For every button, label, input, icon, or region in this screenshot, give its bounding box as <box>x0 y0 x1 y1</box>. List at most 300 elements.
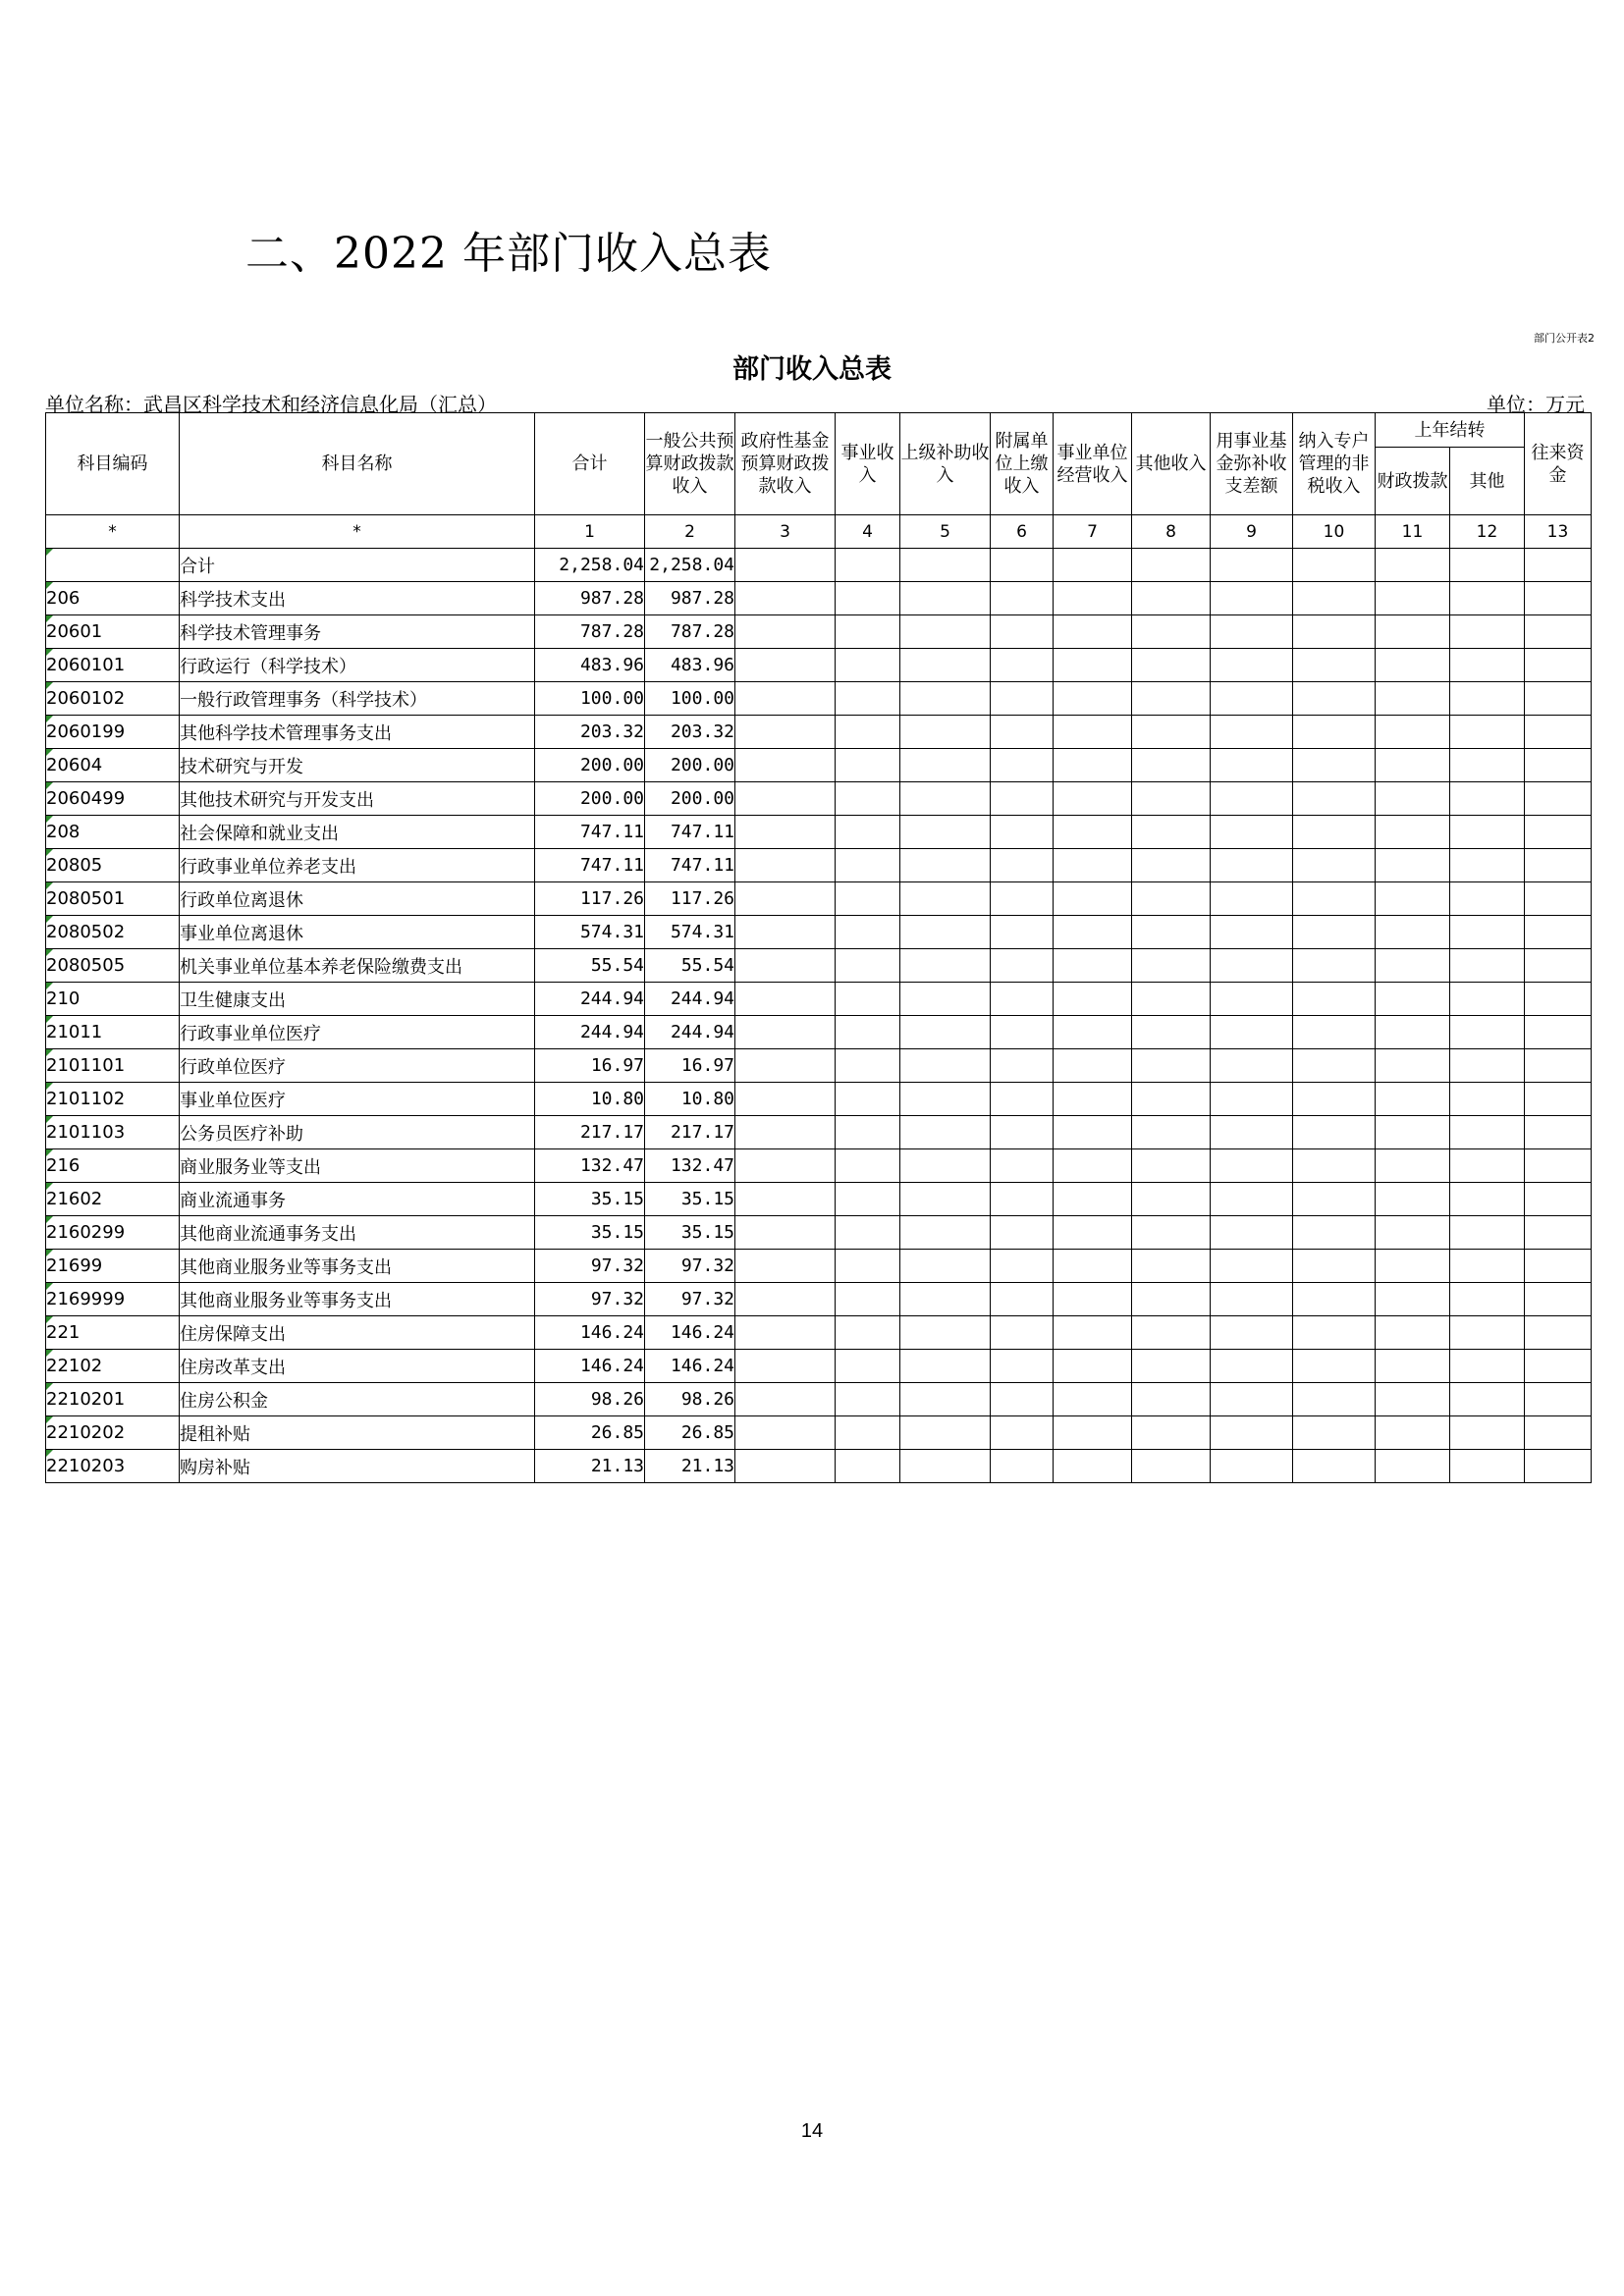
row-empty-cell <box>836 1016 900 1049</box>
row-empty-cell <box>1132 1450 1211 1483</box>
row-name: 行政单位离退休 <box>180 882 535 916</box>
row-code: 20604 <box>46 749 180 782</box>
row-empty-cell <box>1132 916 1211 949</box>
row-general-budget: 55.54 <box>645 949 735 983</box>
row-empty-cell <box>1376 1383 1450 1416</box>
row-empty-cell <box>900 949 991 983</box>
row-empty-cell <box>900 1416 991 1450</box>
row-total: 55.54 <box>535 949 645 983</box>
row-empty-cell <box>1211 816 1293 849</box>
row-code: 2210201 <box>46 1383 180 1416</box>
row-empty-cell <box>991 816 1054 849</box>
row-empty-cell <box>1376 1216 1450 1250</box>
row-empty-cell <box>991 916 1054 949</box>
currency-unit: 单位：万元 <box>1487 393 1585 416</box>
row-empty-cell <box>1525 983 1592 1016</box>
row-general-budget: 200.00 <box>645 782 735 816</box>
row-general-budget: 132.47 <box>645 1149 735 1183</box>
row-code <box>46 549 180 582</box>
row-name: 其他技术研究与开发支出 <box>180 782 535 816</box>
row-general-budget: 747.11 <box>645 849 735 882</box>
row-empty-cell <box>1211 882 1293 916</box>
row-name: 行政事业单位医疗 <box>180 1016 535 1049</box>
row-empty-cell <box>900 615 991 649</box>
row-empty-cell <box>1450 1316 1525 1350</box>
row-name: 社会保障和就业支出 <box>180 816 535 849</box>
row-general-budget: 35.15 <box>645 1183 735 1216</box>
table-row <box>46 916 1592 949</box>
income-summary-table <box>45 412 1592 1483</box>
index-cell: 7 <box>1054 515 1132 549</box>
row-empty-cell <box>991 582 1054 615</box>
header-name: 科目名称 <box>180 413 535 515</box>
row-empty-cell <box>1211 615 1293 649</box>
row-code: 21011 <box>46 1016 180 1049</box>
row-empty-cell <box>1450 1016 1525 1049</box>
row-code: 2160299 <box>46 1216 180 1250</box>
row-empty-cell <box>735 1350 836 1383</box>
row-name: 住房改革支出 <box>180 1350 535 1383</box>
table-row <box>46 1283 1592 1316</box>
row-empty-cell <box>836 549 900 582</box>
form-number: 部门公开表2 <box>1534 332 1595 345</box>
row-empty-cell <box>1211 1216 1293 1250</box>
row-empty-cell <box>1293 1316 1376 1350</box>
row-empty-cell <box>1525 582 1592 615</box>
row-empty-cell <box>900 1383 991 1416</box>
row-empty-cell <box>1211 1450 1293 1483</box>
row-empty-cell <box>1293 682 1376 716</box>
row-empty-cell <box>1450 1149 1525 1183</box>
row-general-budget: 217.17 <box>645 1116 735 1149</box>
row-empty-cell <box>1293 949 1376 983</box>
row-empty-cell <box>836 1116 900 1149</box>
header-fund-offset: 用事业基金弥补收支差额 <box>1211 413 1293 515</box>
row-total: 21.13 <box>535 1450 645 1483</box>
row-empty-cell <box>1376 615 1450 649</box>
row-empty-cell <box>1132 549 1211 582</box>
row-empty-cell <box>1211 1416 1293 1450</box>
row-empty-cell <box>1054 1049 1132 1083</box>
row-total: 146.24 <box>535 1316 645 1350</box>
unit-name: 单位名称：武昌区科学技术和经济信息化局（汇总） <box>45 393 497 416</box>
row-empty-cell <box>1293 1350 1376 1383</box>
row-general-budget: 100.00 <box>645 682 735 716</box>
row-empty-cell <box>1525 549 1592 582</box>
row-empty-cell <box>836 1149 900 1183</box>
row-empty-cell <box>836 1250 900 1283</box>
row-empty-cell <box>1054 582 1132 615</box>
row-code: 2210202 <box>46 1416 180 1450</box>
row-empty-cell <box>1293 1216 1376 1250</box>
row-empty-cell <box>1376 682 1450 716</box>
row-empty-cell <box>1525 1016 1592 1049</box>
index-cell: 5 <box>900 515 991 549</box>
row-empty-cell <box>1525 882 1592 916</box>
row-empty-cell <box>1132 716 1211 749</box>
row-code: 208 <box>46 816 180 849</box>
row-general-budget: 146.24 <box>645 1350 735 1383</box>
table-row <box>46 1016 1592 1049</box>
table-title: 部门收入总表 <box>732 354 892 385</box>
row-empty-cell <box>1054 782 1132 816</box>
row-code: 2060102 <box>46 682 180 716</box>
table-row <box>46 1383 1592 1416</box>
header-carryover: 上年结转 <box>1376 413 1525 448</box>
table-row <box>46 1216 1592 1250</box>
row-empty-cell <box>1132 1416 1211 1450</box>
row-total: 35.15 <box>535 1183 645 1216</box>
row-empty-cell <box>1132 1283 1211 1316</box>
row-empty-cell <box>991 1350 1054 1383</box>
row-general-budget: 244.94 <box>645 1016 735 1049</box>
row-empty-cell <box>991 782 1054 816</box>
table-row <box>46 782 1592 816</box>
row-empty-cell <box>735 983 836 1016</box>
row-empty-cell <box>1211 1383 1293 1416</box>
row-empty-cell <box>735 916 836 949</box>
table-row <box>46 1083 1592 1116</box>
row-empty-cell <box>1525 1083 1592 1116</box>
row-empty-cell <box>1525 1149 1592 1183</box>
row-total: 98.26 <box>535 1383 645 1416</box>
row-total: 244.94 <box>535 1016 645 1049</box>
row-empty-cell <box>1132 1250 1211 1283</box>
row-empty-cell <box>735 1216 836 1250</box>
row-empty-cell <box>1054 649 1132 682</box>
row-name: 商业流通事务 <box>180 1183 535 1216</box>
row-empty-cell <box>836 1350 900 1383</box>
row-empty-cell <box>735 1283 836 1316</box>
row-name: 科学技术管理事务 <box>180 615 535 649</box>
row-empty-cell <box>735 1049 836 1083</box>
row-empty-cell <box>900 582 991 615</box>
row-general-budget: 987.28 <box>645 582 735 615</box>
table-row <box>46 816 1592 849</box>
row-empty-cell <box>1054 849 1132 882</box>
row-empty-cell <box>1525 849 1592 882</box>
row-general-budget: 203.32 <box>645 716 735 749</box>
row-empty-cell <box>1293 549 1376 582</box>
row-empty-cell <box>991 1016 1054 1049</box>
row-empty-cell <box>900 549 991 582</box>
row-empty-cell <box>735 1183 836 1216</box>
row-empty-cell <box>1132 582 1211 615</box>
row-empty-cell <box>1054 1450 1132 1483</box>
row-empty-cell <box>991 716 1054 749</box>
row-empty-cell <box>1376 1350 1450 1383</box>
row-empty-cell <box>1376 1250 1450 1283</box>
row-empty-cell <box>1293 1049 1376 1083</box>
column-index-row <box>46 515 1592 549</box>
row-name: 其他商业服务业等事务支出 <box>180 1283 535 1316</box>
row-empty-cell <box>1293 1250 1376 1283</box>
row-empty-cell <box>1054 749 1132 782</box>
header-gov-fund: 政府性基金预算财政拨款收入 <box>735 413 836 515</box>
row-empty-cell <box>1293 849 1376 882</box>
row-empty-cell <box>1525 916 1592 949</box>
row-empty-cell <box>1376 1016 1450 1049</box>
row-empty-cell <box>991 983 1054 1016</box>
row-code: 20805 <box>46 849 180 882</box>
row-empty-cell <box>900 649 991 682</box>
index-cell: 4 <box>836 515 900 549</box>
row-total: 35.15 <box>535 1216 645 1250</box>
row-empty-cell <box>1132 1116 1211 1149</box>
row-code: 2210203 <box>46 1450 180 1483</box>
row-empty-cell <box>900 882 991 916</box>
header-affiliated: 附属单位上缴收入 <box>991 413 1054 515</box>
index-cell: 12 <box>1450 515 1525 549</box>
row-name: 行政事业单位养老支出 <box>180 849 535 882</box>
row-empty-cell <box>735 1450 836 1483</box>
row-empty-cell <box>1376 1183 1450 1216</box>
row-empty-cell <box>1132 816 1211 849</box>
row-empty-cell <box>1450 615 1525 649</box>
row-empty-cell <box>1376 816 1450 849</box>
table-row <box>46 1350 1592 1383</box>
row-empty-cell <box>991 1416 1054 1450</box>
row-empty-cell <box>1211 1283 1293 1316</box>
row-empty-cell <box>1211 1149 1293 1183</box>
row-empty-cell <box>1525 1450 1592 1483</box>
row-empty-cell <box>1132 1183 1211 1216</box>
row-empty-cell <box>991 1083 1054 1116</box>
table-row <box>46 1116 1592 1149</box>
row-empty-cell <box>1450 649 1525 682</box>
row-empty-cell <box>1132 1049 1211 1083</box>
row-empty-cell <box>1054 1350 1132 1383</box>
row-empty-cell <box>900 1149 991 1183</box>
header-business: 事业收入 <box>836 413 900 515</box>
row-empty-cell <box>1293 1383 1376 1416</box>
row-total: 747.11 <box>535 816 645 849</box>
row-name: 事业单位离退休 <box>180 916 535 949</box>
row-empty-cell <box>735 1116 836 1149</box>
header-carryover-fiscal: 财政拨款 <box>1376 448 1450 515</box>
row-empty-cell <box>1054 1250 1132 1283</box>
table-row <box>46 1416 1592 1450</box>
row-empty-cell <box>1450 749 1525 782</box>
row-code: 21602 <box>46 1183 180 1216</box>
row-empty-cell <box>991 682 1054 716</box>
row-general-budget: 10.80 <box>645 1083 735 1116</box>
row-empty-cell <box>900 1450 991 1483</box>
row-name: 其他商业服务业等事务支出 <box>180 1250 535 1283</box>
row-empty-cell <box>1525 782 1592 816</box>
index-cell: 9 <box>1211 515 1293 549</box>
row-name: 事业单位医疗 <box>180 1083 535 1116</box>
row-empty-cell <box>1376 1049 1450 1083</box>
row-empty-cell <box>991 882 1054 916</box>
row-total: 787.28 <box>535 615 645 649</box>
row-empty-cell <box>1450 716 1525 749</box>
row-empty-cell <box>1450 1383 1525 1416</box>
row-empty-cell <box>735 1316 836 1350</box>
row-code: 2101101 <box>46 1049 180 1083</box>
row-empty-cell <box>1132 649 1211 682</box>
row-empty-cell <box>991 1183 1054 1216</box>
row-empty-cell <box>836 716 900 749</box>
row-code: 2080505 <box>46 949 180 983</box>
row-empty-cell <box>1450 782 1525 816</box>
row-empty-cell <box>735 882 836 916</box>
row-total: 200.00 <box>535 749 645 782</box>
header-transfer: 往来资金 <box>1525 413 1592 515</box>
row-empty-cell <box>1376 549 1450 582</box>
table-row <box>46 649 1592 682</box>
table-row <box>46 1149 1592 1183</box>
index-cell: 13 <box>1525 515 1592 549</box>
row-total: 747.11 <box>535 849 645 882</box>
row-empty-cell <box>1211 983 1293 1016</box>
row-empty-cell <box>1376 1149 1450 1183</box>
row-empty-cell <box>836 1383 900 1416</box>
row-total: 2,258.04 <box>535 549 645 582</box>
row-name: 技术研究与开发 <box>180 749 535 782</box>
row-empty-cell <box>1211 716 1293 749</box>
table-row <box>46 615 1592 649</box>
row-empty-cell <box>900 782 991 816</box>
row-empty-cell <box>1376 1283 1450 1316</box>
row-empty-cell <box>1132 749 1211 782</box>
table-row <box>46 949 1592 983</box>
row-empty-cell <box>735 582 836 615</box>
row-general-budget: 483.96 <box>645 649 735 682</box>
index-cell: 2 <box>645 515 735 549</box>
row-empty-cell <box>1132 1350 1211 1383</box>
page-number: 14 <box>800 2120 824 2142</box>
row-empty-cell <box>1450 916 1525 949</box>
row-empty-cell <box>836 1416 900 1450</box>
row-empty-cell <box>1376 1450 1450 1483</box>
row-empty-cell <box>836 949 900 983</box>
row-empty-cell <box>836 1450 900 1483</box>
row-total: 244.94 <box>535 983 645 1016</box>
row-empty-cell <box>900 1183 991 1216</box>
row-empty-cell <box>1132 1149 1211 1183</box>
row-total: 132.47 <box>535 1149 645 1183</box>
row-empty-cell <box>1293 1116 1376 1149</box>
row-code: 2080501 <box>46 882 180 916</box>
index-cell: * <box>180 515 535 549</box>
row-code: 210 <box>46 983 180 1016</box>
row-empty-cell <box>1132 615 1211 649</box>
table-row <box>46 849 1592 882</box>
row-empty-cell <box>836 882 900 916</box>
row-empty-cell <box>1293 1450 1376 1483</box>
table-row <box>46 1316 1592 1350</box>
header-superior-subsidy: 上级补助收入 <box>900 413 991 515</box>
row-empty-cell <box>1132 949 1211 983</box>
row-empty-cell <box>1054 1149 1132 1183</box>
row-empty-cell <box>991 949 1054 983</box>
row-empty-cell <box>1054 1416 1132 1450</box>
row-empty-cell <box>735 716 836 749</box>
row-empty-cell <box>1054 549 1132 582</box>
row-empty-cell <box>1211 782 1293 816</box>
row-empty-cell <box>1525 1216 1592 1250</box>
row-empty-cell <box>991 615 1054 649</box>
row-empty-cell <box>1450 1283 1525 1316</box>
row-empty-cell <box>735 949 836 983</box>
row-empty-cell <box>1450 816 1525 849</box>
row-name: 提租补贴 <box>180 1416 535 1450</box>
index-cell: 1 <box>535 515 645 549</box>
row-empty-cell <box>1132 1083 1211 1116</box>
row-empty-cell <box>1211 1016 1293 1049</box>
row-empty-cell <box>991 1149 1054 1183</box>
row-general-budget: 787.28 <box>645 615 735 649</box>
row-empty-cell <box>1293 1149 1376 1183</box>
row-empty-cell <box>900 1083 991 1116</box>
row-empty-cell <box>1293 582 1376 615</box>
row-empty-cell <box>1132 1383 1211 1416</box>
row-general-budget: 200.00 <box>645 749 735 782</box>
row-empty-cell <box>1054 615 1132 649</box>
row-total: 483.96 <box>535 649 645 682</box>
row-empty-cell <box>836 1216 900 1250</box>
row-empty-cell <box>1376 782 1450 816</box>
row-empty-cell <box>735 615 836 649</box>
row-code: 2080502 <box>46 916 180 949</box>
row-empty-cell <box>836 649 900 682</box>
row-empty-cell <box>991 1049 1054 1083</box>
row-empty-cell <box>836 916 900 949</box>
row-empty-cell <box>1132 983 1211 1016</box>
row-code: 22102 <box>46 1350 180 1383</box>
row-empty-cell <box>1054 1116 1132 1149</box>
row-empty-cell <box>1293 716 1376 749</box>
row-empty-cell <box>1376 949 1450 983</box>
row-empty-cell <box>1450 1116 1525 1149</box>
row-empty-cell <box>735 1016 836 1049</box>
table-row <box>46 682 1592 716</box>
row-empty-cell <box>1376 649 1450 682</box>
row-empty-cell <box>1450 949 1525 983</box>
row-empty-cell <box>991 649 1054 682</box>
row-empty-cell <box>1525 682 1592 716</box>
table-row <box>46 749 1592 782</box>
row-empty-cell <box>1293 916 1376 949</box>
row-empty-cell <box>991 1283 1054 1316</box>
row-empty-cell <box>1211 849 1293 882</box>
row-empty-cell <box>836 682 900 716</box>
row-general-budget: 146.24 <box>645 1316 735 1350</box>
row-empty-cell <box>1211 1083 1293 1116</box>
row-general-budget: 747.11 <box>645 816 735 849</box>
row-empty-cell <box>1450 1350 1525 1383</box>
row-empty-cell <box>1211 1116 1293 1149</box>
row-empty-cell <box>735 549 836 582</box>
row-total: 16.97 <box>535 1049 645 1083</box>
row-empty-cell <box>1211 549 1293 582</box>
row-empty-cell <box>836 816 900 849</box>
row-empty-cell <box>735 1083 836 1116</box>
row-general-budget: 98.26 <box>645 1383 735 1416</box>
row-empty-cell <box>1293 1016 1376 1049</box>
row-name: 其他科学技术管理事务支出 <box>180 716 535 749</box>
row-empty-cell <box>1376 749 1450 782</box>
row-name: 卫生健康支出 <box>180 983 535 1016</box>
row-code: 21699 <box>46 1250 180 1283</box>
row-general-budget: 97.32 <box>645 1283 735 1316</box>
row-empty-cell <box>1293 615 1376 649</box>
row-empty-cell <box>1450 1250 1525 1283</box>
row-total: 10.80 <box>535 1083 645 1116</box>
row-total: 217.17 <box>535 1116 645 1149</box>
row-empty-cell <box>735 649 836 682</box>
